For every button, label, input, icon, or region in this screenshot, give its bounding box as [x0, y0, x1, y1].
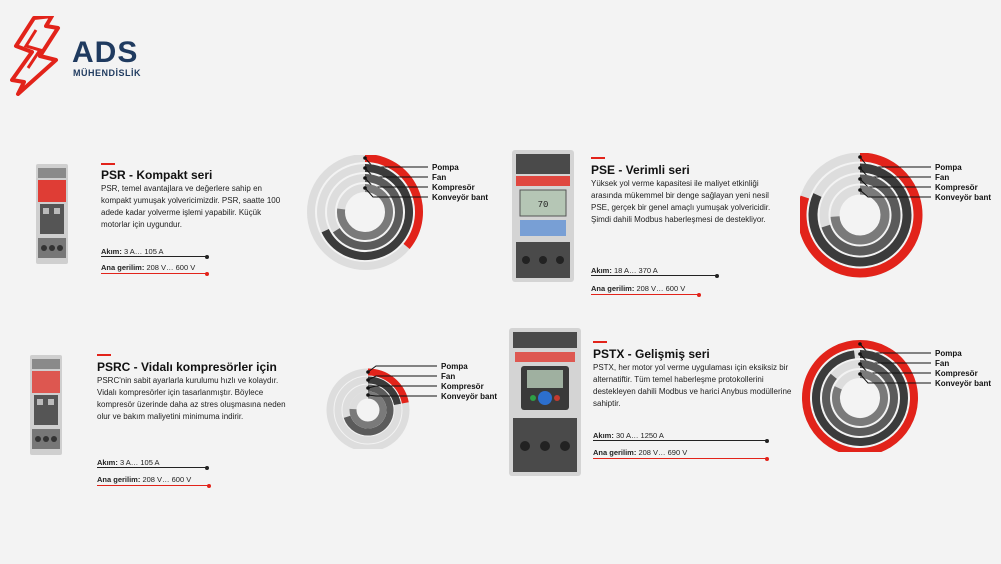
voltage-rule [97, 485, 209, 486]
voltage-rule-dot [205, 272, 209, 276]
psr-suitability-chart [305, 155, 495, 270]
voltage-rule [101, 273, 207, 274]
lightning-s-icon [10, 16, 62, 96]
legend-label-fan: Fan [432, 173, 447, 182]
current-spec [591, 266, 658, 275]
legend-label-pompa: Pompa [935, 163, 962, 172]
legend-dot-konveyor [366, 393, 370, 397]
legend-label-konveyor: Konveyör bant [935, 379, 992, 388]
legend-label-konveyor: Konveyör bant [432, 193, 489, 202]
legend-dot-kompresor [858, 177, 862, 181]
current-rule-dot [205, 255, 209, 259]
legend-label-kompresor: Kompresör [432, 183, 475, 192]
voltage-rule [591, 294, 699, 295]
current-rule-dot [205, 466, 209, 470]
legend-dot-fan [858, 166, 862, 170]
current-value: 18 A… 370 A [613, 266, 658, 275]
current-value: 30 A… 1250 A [615, 431, 664, 440]
svg-text:70: 70 [537, 200, 549, 210]
legend-label-kompresor: Kompresör [935, 183, 978, 192]
legend-dot-fan [366, 378, 370, 382]
current-label: Akım: [591, 266, 612, 275]
legend-dot-kompresor [363, 176, 367, 180]
pstx-device-image [509, 328, 581, 476]
product-title: PSE - Verimli seri [591, 163, 690, 177]
current-rule [591, 275, 717, 276]
voltage-rule-dot [697, 293, 701, 297]
legend-dot-pompa [858, 155, 862, 159]
voltage-value: 208 V… 600 V [146, 263, 196, 272]
ads-logo [10, 16, 170, 96]
voltage-spec [591, 284, 685, 293]
voltage-rule-dot [765, 457, 769, 461]
current-label: Akım: [97, 458, 118, 467]
voltage-spec [593, 448, 687, 457]
voltage-value: 208 V… 600 V [636, 284, 686, 293]
legend-dot-fan [858, 352, 862, 356]
current-value: 3 A… 105 A [123, 247, 164, 256]
legend-label-pompa: Pompa [935, 349, 962, 358]
voltage-label: Ana gerilim: [591, 284, 635, 293]
psrc-suitability-chart [308, 354, 508, 449]
pstx-suitability-chart [800, 340, 1000, 452]
legend-dot-pompa [363, 156, 367, 160]
voltage-spec [97, 475, 191, 484]
product-description: PSRC'nin sabit ayarlarla kurulumu hızlı ve kolaydır. Vidalı kompresörler için tasarlanmıştır. Böylece kompresör üzerinde daha az stres oluşmasına neden olur ve bakım maliyetini minimuma indirir. [97, 376, 286, 421]
current-spec [101, 247, 164, 256]
title-accent [101, 163, 115, 165]
legend-label-kompresor: Kompresör [935, 369, 978, 378]
legend-label-pompa: Pompa [441, 362, 468, 371]
current-label: Akım: [593, 431, 614, 440]
current-spec [593, 431, 664, 440]
current-spec [97, 458, 160, 467]
voltage-rule [593, 458, 767, 459]
legend-label-konveyor: Konveyör bant [441, 392, 498, 401]
legend-label-fan: Fan [441, 372, 456, 381]
current-rule [593, 440, 767, 441]
legend-dot-konveyor [858, 372, 862, 376]
current-label: Akım: [101, 247, 122, 256]
legend-dot-fan [363, 166, 367, 170]
legend-label-fan: Fan [935, 173, 950, 182]
product-description: PSR, temel avantajlara ve değerlere sahip en kompakt yumuşak yolvericimizdir. PSR, saatte 100 adede kadar yolverme işlemi yapabilir. Küçük motorlar için uygundur. [101, 184, 281, 229]
current-rule [97, 467, 207, 468]
current-rule-dot [715, 274, 719, 278]
voltage-rule-dot [207, 484, 211, 488]
voltage-spec [101, 263, 195, 272]
title-accent [97, 354, 111, 356]
title-accent [591, 157, 605, 159]
psr-device-image [34, 164, 70, 264]
voltage-label: Ana gerilim: [101, 263, 145, 272]
title-accent [593, 341, 607, 343]
current-value: 3 A… 105 A [119, 458, 160, 467]
legend-dot-pompa [366, 370, 370, 374]
product-title: PSTX - Gelişmiş seri [593, 347, 710, 361]
voltage-label: Ana gerilim: [97, 475, 141, 484]
legend-label-konveyor: Konveyör bant [935, 193, 992, 202]
legend-label-pompa: Pompa [432, 163, 459, 172]
psrc-device-image [28, 355, 64, 455]
legend-dot-kompresor [858, 362, 862, 366]
legend-dot-konveyor [363, 186, 367, 190]
current-rule-dot [765, 439, 769, 443]
product-title: PSR - Kompakt seri [101, 168, 213, 182]
brand-name: ADS [72, 36, 139, 69]
voltage-label: Ana gerilim: [593, 448, 637, 457]
product-description: PSTX, her motor yol verme uygulaması için eksiksiz bir alternatiftir. Tüm temel haberleşme protokollerini destekleyen dahili Modbus ve harici Anybus modüllerine sahiptir. [593, 363, 792, 408]
product-title: PSRC - Vidalı kompresörler için [97, 360, 277, 374]
legend-dot-pompa [858, 342, 862, 346]
legend-label-kompresor: Kompresör [441, 382, 484, 391]
product-description: Yüksek yol verme kapasitesi ile maliyet etkinliği arasında mükemmel bir denge sağlayan yeni nesil PSE, gerçek bir genel amaçlı yumuşak yolvericidir. Şimdi dahili Modbus haberleşmesi de destekliyor. [591, 179, 771, 224]
pse-suitability-chart [800, 153, 1000, 278]
brand-subtitle: MÜHENDİSLİK [73, 68, 141, 78]
legend-label-fan: Fan [935, 359, 950, 368]
voltage-value: 208 V… 690 V [638, 448, 688, 457]
legend-dot-konveyor [858, 188, 862, 192]
current-rule [101, 256, 207, 257]
legend-dot-kompresor [366, 386, 370, 390]
voltage-value: 208 V… 600 V [142, 475, 192, 484]
pse-device-image [512, 150, 574, 282]
